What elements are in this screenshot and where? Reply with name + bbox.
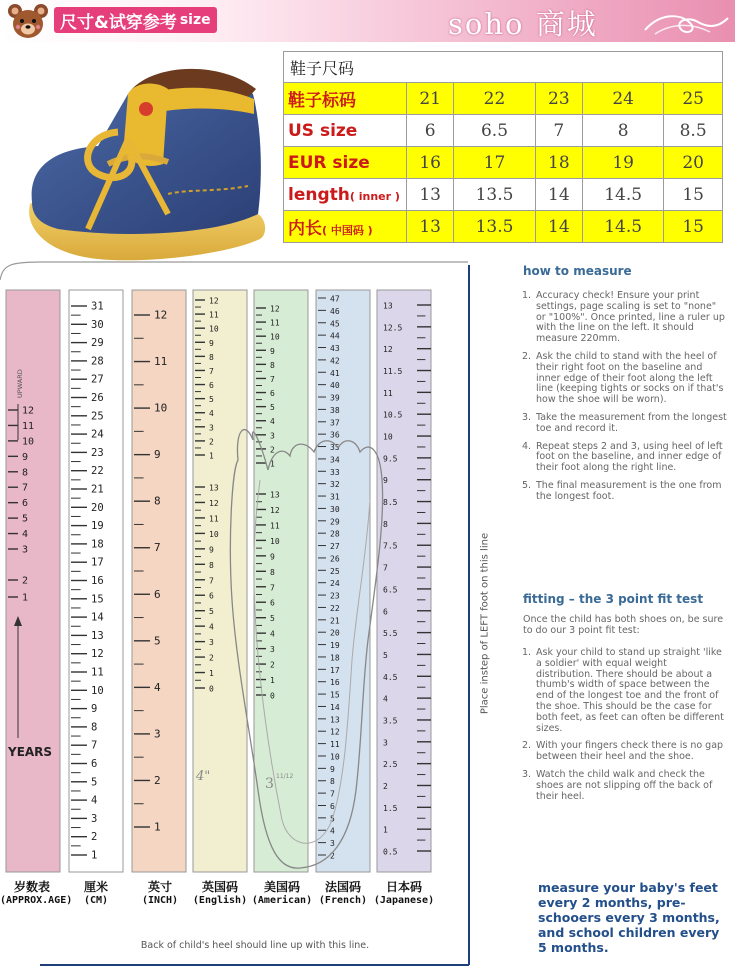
ruler-number: 11 bbox=[209, 310, 219, 320]
ruler-number: 27 bbox=[91, 373, 104, 386]
list-item: 5. The final measurement is the one from the longest foot. bbox=[522, 479, 722, 502]
ruler-number: 13 bbox=[270, 490, 280, 500]
list-item: 1. Ask your child to stand up straight 'like a soldier' with equal weight distribution. There should be about a thumb's width of space between the end of the longest toe and the front of the shoe. This should be the case for both feet, as feet can often be different sizes. bbox=[522, 647, 724, 734]
ruler-number: 2 bbox=[270, 660, 275, 670]
ruler-number: 1 bbox=[209, 451, 214, 461]
ruler-number: 5 bbox=[270, 614, 275, 624]
ruler-number: 3 bbox=[330, 839, 335, 849]
ruler-number: 5.5 bbox=[383, 629, 398, 639]
ruler-number: 13 bbox=[330, 715, 340, 725]
ruler-number: 12.5 bbox=[383, 323, 403, 333]
table-cell: 18 bbox=[535, 147, 582, 179]
table-cell: 14 bbox=[535, 211, 582, 243]
ruler-number: 4 bbox=[330, 826, 335, 836]
ruler-number: 6 bbox=[270, 389, 275, 399]
column-label-japanese: 日本码 (Japanese) bbox=[373, 880, 435, 906]
table-row bbox=[284, 83, 723, 115]
ruler-number: 6 bbox=[209, 381, 214, 391]
ruler-number: 9 bbox=[383, 476, 388, 486]
ruler-number: 40 bbox=[330, 381, 340, 391]
ruler-number: 8 bbox=[383, 519, 388, 529]
row-label: EUR size bbox=[284, 147, 407, 179]
ruler-number: 11.5 bbox=[383, 367, 403, 377]
ruler-number: 3 bbox=[270, 431, 275, 441]
ruler-number: 8 bbox=[91, 721, 98, 734]
ruler-number: 18 bbox=[91, 538, 104, 551]
ruler-number: 2 bbox=[22, 575, 29, 587]
ruler-number: 7 bbox=[209, 366, 214, 376]
ruler-number: 2 bbox=[383, 781, 388, 791]
ruler-number: 3 bbox=[270, 645, 275, 655]
place-instep-text: Place instep of LEFT foot on this line bbox=[479, 532, 491, 715]
ruler-number: 21 bbox=[91, 483, 104, 496]
ruler-number: 9 bbox=[209, 545, 214, 555]
column-label-inch: 英寸 (INCH) bbox=[141, 880, 179, 906]
ruler-number: 22 bbox=[91, 465, 104, 478]
ruler-number: 6 bbox=[383, 607, 388, 617]
list-item: 3. Take the measurement from the longest toe and record it. bbox=[522, 411, 727, 434]
ruler-number: 12 bbox=[91, 648, 104, 661]
ruler-number: 11 bbox=[209, 514, 219, 524]
ruler-number: 8 bbox=[209, 560, 214, 570]
column-label-french: 法国码 (French) bbox=[318, 880, 368, 906]
ruler-number: 15 bbox=[91, 593, 104, 606]
ruler-number: 5 bbox=[209, 607, 214, 617]
ruler-number: 7 bbox=[330, 789, 335, 799]
ruler-number: 9 bbox=[330, 764, 335, 774]
ruler-number: 11 bbox=[22, 420, 35, 432]
ruler-number: 0.5 bbox=[383, 847, 398, 857]
ruler-number: 3 bbox=[154, 727, 161, 741]
ruler-number: 16 bbox=[330, 678, 340, 688]
ruler-number: 5 bbox=[22, 513, 29, 525]
ruler-number: 12 bbox=[270, 304, 280, 314]
table-row bbox=[284, 179, 723, 211]
ruler-number: 31 bbox=[330, 492, 340, 502]
teddy-bear-icon bbox=[5, 2, 51, 42]
ruler-number: 8 bbox=[209, 352, 214, 362]
ruler-number: 11 bbox=[270, 318, 280, 328]
fitting-intro: Once the child has both shoes on, be sure to do our 3 point fit test: bbox=[523, 614, 724, 636]
table-cell: 7 bbox=[535, 115, 582, 147]
ruler-number: 28 bbox=[91, 355, 104, 368]
size-table bbox=[283, 51, 723, 243]
measure-frequency-note: measure your baby's feet every 2 months, pre-schooers every 3 months, and school children every 5 months. bbox=[538, 880, 720, 955]
table-cell: 8 bbox=[583, 115, 664, 147]
how-to-measure-steps bbox=[522, 291, 727, 510]
ruler-number: 9.5 bbox=[383, 454, 398, 464]
ruler-number: 18 bbox=[330, 653, 340, 663]
ruler-number: 5 bbox=[330, 814, 335, 824]
ruler-number: 23 bbox=[330, 591, 340, 601]
ruler-number: 34 bbox=[330, 455, 340, 465]
ruler-number: 7.5 bbox=[383, 541, 398, 551]
row-label: 内长( 中国码 ) bbox=[284, 211, 407, 243]
heel-baseline-text: Back of child's heel should line up with this line. bbox=[140, 940, 370, 951]
ruler-number: 20 bbox=[330, 628, 340, 638]
ruler-number: 10 bbox=[330, 752, 340, 762]
ruler-number: 19 bbox=[330, 641, 340, 651]
ruler-number: 1 bbox=[209, 669, 214, 679]
ruler-number: 12 bbox=[270, 505, 280, 515]
ruler-number: 0 bbox=[270, 691, 275, 701]
ruler-number: 9 bbox=[270, 552, 275, 562]
ruler-number: 6 bbox=[209, 591, 214, 601]
row-label: length( inner ) bbox=[284, 179, 407, 211]
ruler-number: 13 bbox=[383, 301, 393, 311]
ruler-number: 3 bbox=[91, 812, 98, 825]
ruler-number: 2 bbox=[209, 653, 214, 663]
ruler-number: 7 bbox=[270, 583, 275, 593]
ruler-number: 10 bbox=[154, 401, 168, 415]
ruler-strip bbox=[193, 290, 247, 872]
ruler-number: 12 bbox=[383, 345, 393, 355]
table-cell: 16 bbox=[407, 147, 454, 179]
table-cell: 8.5 bbox=[664, 115, 723, 147]
ruler-number: 39 bbox=[330, 393, 340, 403]
ruler-number: 8 bbox=[154, 494, 161, 508]
table-row bbox=[284, 211, 723, 243]
ruler-number: 1 bbox=[22, 592, 29, 604]
ruler-number: 3.5 bbox=[383, 716, 398, 726]
ruler-number: 38 bbox=[330, 405, 340, 415]
ruler-number: 1 bbox=[270, 459, 275, 469]
table-cell: 15 bbox=[664, 179, 723, 211]
ruler-number: 17 bbox=[330, 665, 340, 675]
ruler-number: 10.5 bbox=[383, 410, 403, 420]
ruler-number: 41 bbox=[330, 368, 340, 378]
ruler-number: 9 bbox=[154, 448, 161, 462]
table-cell: 21 bbox=[407, 83, 454, 115]
ruler-number: 9 bbox=[209, 338, 214, 348]
ruler-number: 20 bbox=[91, 501, 104, 514]
ruler-frame-line bbox=[0, 262, 468, 280]
table-cell: 14.5 bbox=[583, 179, 664, 211]
ruler-number: 1 bbox=[383, 825, 388, 835]
table-cell: 13.5 bbox=[454, 211, 535, 243]
ruler-number: 4 bbox=[209, 622, 214, 632]
ruler-number: 7 bbox=[270, 374, 275, 384]
ruler-number: 11 bbox=[91, 666, 104, 679]
ruler-number: 27 bbox=[330, 542, 340, 552]
ruler-number: 42 bbox=[330, 356, 340, 366]
ruler-number: 3 bbox=[383, 738, 388, 748]
ruler-number: 11 bbox=[383, 388, 393, 398]
row-label: US size bbox=[284, 115, 407, 147]
ruler-number: 5 bbox=[154, 634, 161, 648]
ruler-number: 9 bbox=[91, 703, 98, 716]
table-row bbox=[284, 147, 723, 179]
ruler-number: 26 bbox=[330, 554, 340, 564]
ruler-number: 29 bbox=[91, 337, 104, 350]
ruler-number: 6 bbox=[22, 498, 29, 510]
shop-name: soho 商城 bbox=[448, 7, 598, 41]
column-label-english: 英国码 (English) bbox=[192, 880, 248, 906]
ruler-number: 2 bbox=[154, 773, 161, 787]
ruler-number: 2 bbox=[209, 437, 214, 447]
ruler-number: 9 bbox=[22, 451, 29, 463]
ruler-number: 24 bbox=[91, 428, 104, 441]
table-cell: 15 bbox=[664, 211, 723, 243]
ruler-number: 4 bbox=[270, 629, 275, 639]
ruler-number: 5 bbox=[209, 395, 214, 405]
header-banner bbox=[0, 0, 735, 42]
ruler-number: 46 bbox=[330, 306, 340, 316]
table-cell: 20 bbox=[664, 147, 723, 179]
ruler-number: 3 bbox=[22, 544, 29, 556]
column-label-american: 美国码 (American) bbox=[251, 880, 313, 906]
ruler-number: 2 bbox=[270, 445, 275, 455]
ruler-number: 0 bbox=[209, 684, 214, 694]
table-cell: 13 bbox=[407, 211, 454, 243]
ruler-strip bbox=[316, 290, 370, 872]
ruler-number: 4.5 bbox=[383, 672, 398, 682]
ruler-number: 2 bbox=[330, 851, 335, 861]
ruler-number: 5 bbox=[270, 403, 275, 413]
ruler-number: 1 bbox=[270, 676, 275, 686]
ruler-number: 7 bbox=[383, 563, 388, 573]
ruler-number: 10 bbox=[209, 324, 219, 334]
ruler-number: 17 bbox=[91, 556, 104, 569]
table-cell: 17 bbox=[454, 147, 535, 179]
table-cell: 6.5 bbox=[454, 115, 535, 147]
ruler-number: 19 bbox=[91, 520, 104, 533]
baby-shoe-image bbox=[18, 54, 270, 264]
foot-mark-3: 3 bbox=[265, 776, 274, 792]
ruler-number: 1 bbox=[154, 820, 161, 834]
ruler-number: 10 bbox=[383, 432, 393, 442]
ruler-number: 13 bbox=[209, 483, 219, 493]
ruler-number: 7 bbox=[154, 541, 161, 555]
years-label: YEARS bbox=[8, 745, 53, 759]
ruler-number: 7 bbox=[22, 482, 29, 494]
column-label-cm: 厘米 (CM) bbox=[83, 880, 109, 906]
ruler-number: 24 bbox=[330, 579, 340, 589]
ruler-number: 10 bbox=[270, 536, 280, 546]
ruler-number: 5 bbox=[91, 776, 98, 789]
ruler-number: 37 bbox=[330, 418, 340, 428]
ruler-number: 7 bbox=[209, 576, 214, 586]
ruler-number: 12 bbox=[209, 296, 219, 306]
foot-mark-fraction: 11/12 bbox=[276, 773, 294, 780]
ruler-number: 10 bbox=[270, 332, 280, 342]
ruler-number: 29 bbox=[330, 517, 340, 527]
ruler-number: 30 bbox=[91, 318, 104, 331]
ruler-number: 8 bbox=[22, 467, 29, 479]
table-cell: 25 bbox=[664, 83, 723, 115]
fitting-heading: fitting – the 3 point fit test bbox=[523, 592, 704, 606]
ruler-number: 11 bbox=[154, 355, 168, 369]
row-label: 鞋子标码 bbox=[284, 83, 407, 115]
ruler-number: 25 bbox=[91, 410, 104, 423]
ruler-number: 8.5 bbox=[383, 498, 398, 508]
ruler-number: 8 bbox=[330, 777, 335, 787]
ruler-number: 4 bbox=[383, 694, 388, 704]
ruler-number: 3 bbox=[209, 638, 214, 648]
ruler-number: 12 bbox=[154, 308, 168, 322]
ruler-number: 6 bbox=[154, 587, 161, 601]
ruler-number: 4 bbox=[209, 409, 214, 419]
ruler-number: 4 bbox=[22, 529, 29, 541]
ruler-number: 15 bbox=[330, 690, 340, 700]
table-cell: 19 bbox=[583, 147, 664, 179]
table-cell: 6 bbox=[407, 115, 454, 147]
ruler-number: 35 bbox=[330, 443, 340, 453]
fitting-steps bbox=[522, 648, 727, 809]
ruler-number: 11 bbox=[270, 521, 280, 531]
ruler-number: 33 bbox=[330, 467, 340, 477]
ruler-number: 1.5 bbox=[383, 803, 398, 813]
ruler-number: 22 bbox=[330, 603, 340, 613]
ruler-number: 4 bbox=[91, 794, 98, 807]
banner-size-word: size bbox=[179, 12, 211, 28]
ruler-number: 8 bbox=[270, 567, 275, 577]
ruler-number: 8 bbox=[270, 360, 275, 370]
ruler-number: 47 bbox=[330, 294, 340, 304]
ruler-number: 10 bbox=[22, 436, 35, 448]
banner-title-box bbox=[54, 7, 217, 33]
table-row bbox=[284, 115, 723, 147]
ruler-number: 10 bbox=[91, 684, 104, 697]
foot-measuring-ruler bbox=[0, 250, 520, 972]
table-cell: 14 bbox=[535, 179, 582, 211]
list-item: 2. With your fingers check there is no gap between their heel and the shoe. bbox=[522, 740, 724, 763]
ruler-number: 4 bbox=[270, 417, 275, 427]
ruler-number: 6.5 bbox=[383, 585, 398, 595]
ruler-number: 28 bbox=[330, 529, 340, 539]
list-item: 2. Ask the child to stand with the heel of their right foot on the baseline and inner edge of their foot along the left line (keeping tights or socks on if that's how the shoe will be worn). bbox=[522, 350, 724, 406]
ruler-number: 3 bbox=[209, 423, 214, 433]
how-to-measure-heading: how to measure bbox=[523, 264, 632, 278]
ruler-number: 7 bbox=[91, 739, 98, 752]
ruler-number: 9 bbox=[270, 346, 275, 356]
table-cell: 13.5 bbox=[454, 179, 535, 211]
ruler-number: 2 bbox=[91, 831, 98, 844]
ruler-number: 31 bbox=[91, 300, 104, 313]
table-cell: 13 bbox=[407, 179, 454, 211]
ruler-number: 12 bbox=[22, 405, 35, 417]
ruler-number: 26 bbox=[91, 392, 104, 404]
ruler-number: 13 bbox=[91, 629, 104, 642]
swirl-ornament-icon bbox=[640, 8, 730, 38]
banner-title: 尺寸&试穿参考 bbox=[60, 12, 177, 33]
ruler-number: 6 bbox=[330, 801, 335, 811]
ruler-number: 11 bbox=[330, 740, 340, 750]
ruler-number: 5 bbox=[383, 650, 388, 660]
ruler-number: 10 bbox=[209, 529, 219, 539]
ruler-number: 45 bbox=[330, 319, 340, 329]
ruler-strip bbox=[254, 290, 308, 872]
list-item: 3. Watch the child walk and check the shoes are not slipping off the back of their heel. bbox=[522, 768, 713, 802]
ruler-strip bbox=[6, 290, 60, 872]
ruler-number: 23 bbox=[91, 446, 104, 459]
ruler-number: 12 bbox=[330, 727, 340, 737]
table-cell: 22 bbox=[454, 83, 535, 115]
foot-mark-4: 4" bbox=[196, 769, 211, 784]
table-cell: 24 bbox=[583, 83, 664, 115]
table-cell: 14.5 bbox=[583, 211, 664, 243]
ruler-number: 16 bbox=[91, 575, 104, 587]
list-item: 4. Repeat steps 2 and 3, using heel of left foot on the baseline, and inner edge of their foot along the right line. bbox=[522, 440, 723, 474]
ruler-number: 30 bbox=[330, 504, 340, 514]
ruler-number: 6 bbox=[270, 598, 275, 608]
ruler-number: 32 bbox=[330, 480, 340, 490]
ruler-number: 2.5 bbox=[383, 760, 398, 770]
ruler-number: 12 bbox=[209, 498, 219, 508]
ruler-number: 44 bbox=[330, 331, 340, 341]
table-cell: 23 bbox=[535, 83, 582, 115]
ruler-number: 1 bbox=[91, 849, 98, 862]
ruler-number: 25 bbox=[330, 566, 340, 576]
column-label-age: 岁数表 (APPROX.AGE) bbox=[0, 880, 73, 906]
ruler-number: 43 bbox=[330, 344, 340, 354]
ruler-number: 4 bbox=[154, 680, 161, 694]
ruler-number: 14 bbox=[330, 702, 340, 712]
list-item: 1. Accuracy check! Ensure your print settings, page scaling is set to "none" or "100%". Once printed, line a ruler up with the line on the left. It should measure 220mm. bbox=[522, 290, 725, 345]
ruler-number: 36 bbox=[330, 430, 340, 440]
ruler-number: 6 bbox=[91, 758, 98, 770]
upward-label: UPWARD bbox=[16, 369, 24, 398]
ruler-number: 14 bbox=[91, 611, 104, 624]
size-table-title: 鞋子尺码 bbox=[284, 52, 723, 83]
ruler-number: 21 bbox=[330, 616, 340, 626]
